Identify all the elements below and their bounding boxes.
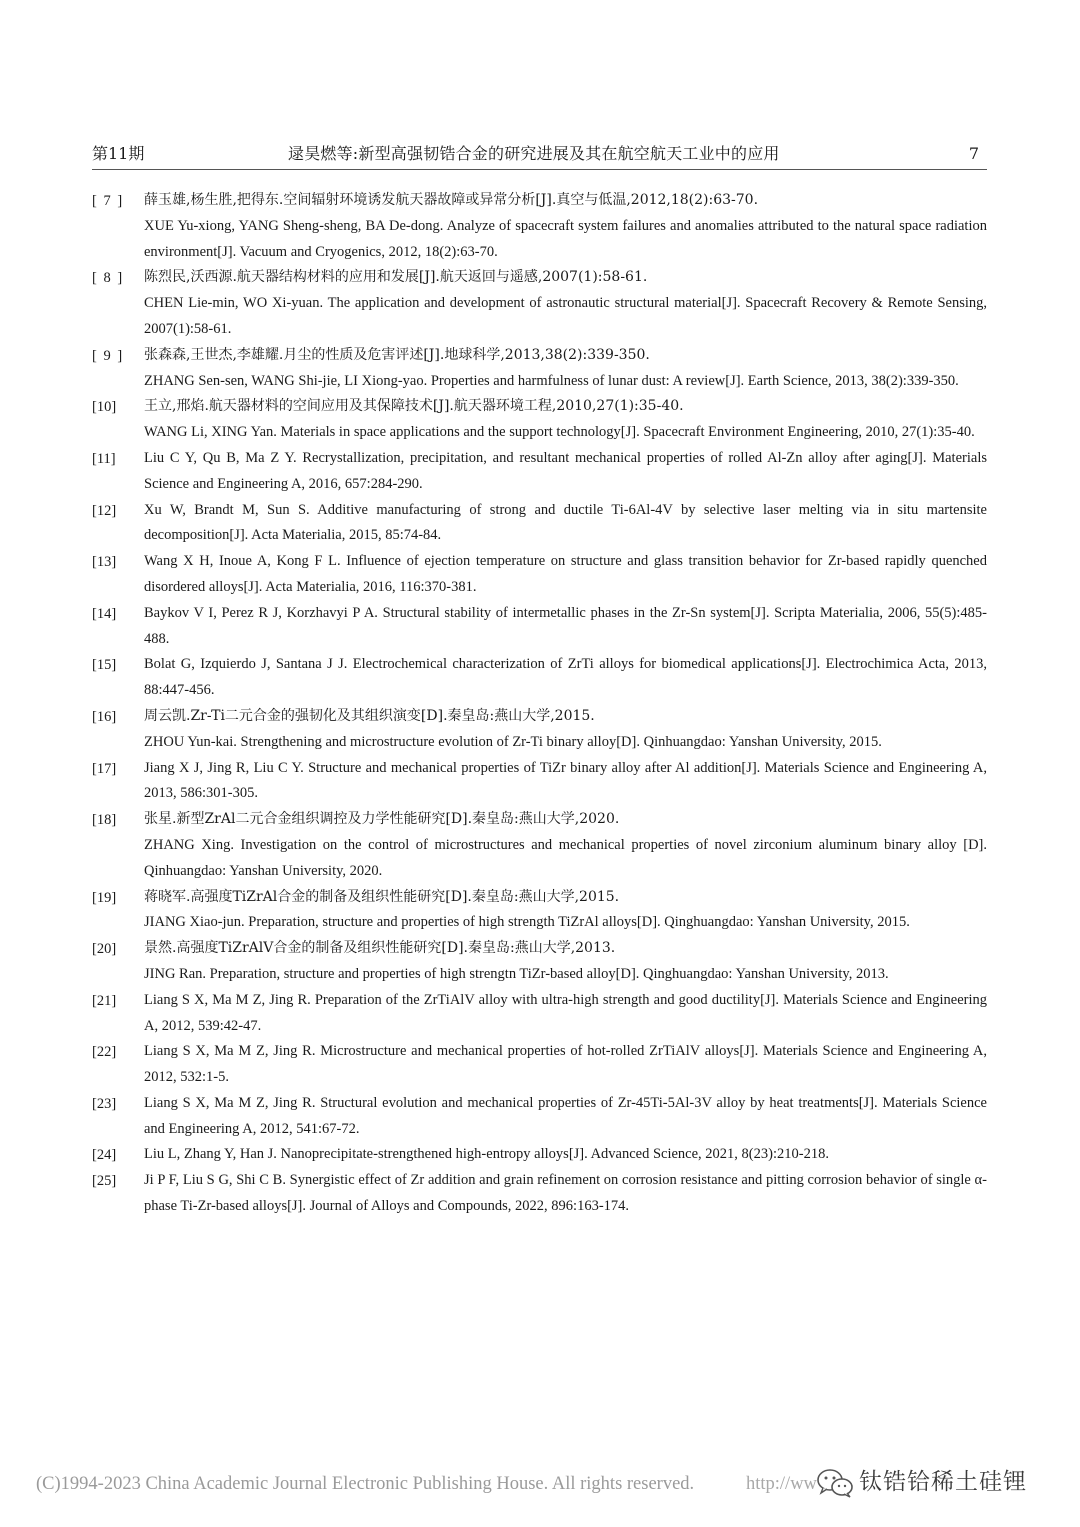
page-header [92, 141, 987, 170]
reference-item [92, 549, 987, 601]
reference-text: CHEN Lie-min, WO Xi-yuan. The application and development of astronautic structural material[J]. Spacecraft Recovery & Remote Sensing, 2007(1):58-61. [144, 295, 987, 337]
reference-number: [10] [92, 399, 117, 416]
reference-number: [16] [92, 708, 117, 725]
reference-item [92, 936, 987, 988]
reference-number: [15] [92, 657, 117, 674]
reference-number: [12] [92, 502, 117, 519]
reference-number: [21] [92, 992, 117, 1009]
watermark [815, 1462, 1047, 1502]
reference-number: [24] [92, 1147, 117, 1164]
reference-text: 王立,邢焰.航天器材料的空间应用及其保障技术[J].航天器环境工程,2010,27(1):35-40. [144, 398, 684, 415]
reference-text: ZHANG Xing. Investigation on the control of microstructures and mechanical properties of novel zirconium aluminum binary alloy [D]. Qinhuangdao: Yanshan University, 2020. [144, 836, 987, 879]
reference-number: [11] [92, 450, 116, 467]
reference-text: WANG Li, XING Yan. Materials in space applications and the support technology[J]. Spacecraft Environment Engineering, 2010, 27(1):35-40. [144, 424, 975, 441]
reference-number: [13] [92, 554, 117, 571]
reference-text: Liang S X, Ma M Z, Jing R. Preparation of the ZrTiAlV alloy with ultra-high strength and good ductility[J]. Materials Science and Engineering A, 2012, 539:42-47. [144, 991, 987, 1034]
reference-item [92, 885, 987, 937]
reference-text: 景然.高强度TiZrAlV合金的制备及组织性能研究[D].秦皇岛:燕山大学,2013. [144, 940, 616, 957]
reference-item [92, 188, 987, 265]
reference-item [92, 1039, 987, 1091]
reference-text: Liang S X, Ma M Z, Jing R. Structural evolution and mechanical properties of Zr-45Ti-5Al-3V alloy by heat treatments[J]. Materials Science and Engineering A, 2012, 541:67-72. [144, 1094, 987, 1137]
reference-item [92, 756, 987, 808]
reference-number: [14] [92, 605, 117, 622]
reference-number: [20] [92, 941, 117, 958]
reference-text: 张星.新型ZrAl二元合金组织调控及力学性能研究[D].秦皇岛:燕山大学,2020. [144, 811, 620, 828]
reference-item [92, 1142, 987, 1168]
reference-item [92, 704, 987, 756]
reference-text: 张森森,王世杰,李雄耀.月尘的性质及危害评述[J].地球科学,2013,38(2):339-350. [144, 346, 650, 363]
reference-item [92, 652, 987, 704]
copyright-notice: (C)1994-2023 China Academic Journal Electronic Publishing House. All rights reserved. [36, 1474, 695, 1494]
reference-text: 陈烈民,沃西源.航天器结构材料的应用和发展[J].航天返回与遥感,2007(1):58-61. [144, 269, 648, 286]
reference-item [92, 1091, 987, 1143]
reference-number: [ 7 ] [92, 193, 123, 209]
reference-text: Jiang X J, Jing R, Liu C Y. Structure and mechanical properties of TiZr binary alloy after Al addition[J]. Materials Science and Engineering A, 2013, 586:301-305. [144, 759, 987, 802]
reference-text: Liu C Y, Qu B, Ma Z Y. Recrystallization, precipitation, and resultant mechanical properties of rolled Al-Zn alloy after aging[J]. Materials Science and Engineering A, 2016, 657:284-290. [144, 449, 987, 492]
reference-item [92, 498, 987, 550]
reference-text: XUE Yu-xiong, YANG Sheng-sheng, BA De-dong. Analyze of spacecraft system failures and anomalies attributed to the natural space radiation environment[J]. Vacuum and Cryogenics, 2012, 18(2):63-70. [144, 217, 987, 260]
reference-text: 蒋晓军.高强度TiZrAl合金的制备及组织性能研究[D].秦皇岛:燕山大学,2015. [144, 888, 620, 905]
reference-text: Bolat G, Izquierdo J, Santana J J. Electrochemical characterization of ZrTi alloys for biomedical applications[J]. Electrochimica Acta, 2013, 88:447-456. [144, 656, 987, 699]
reference-text: JING Ran. Preparation, structure and properties of high strengtn TiZr-based alloy[D]. Qinghuangdao: Yanshan University, 2013. [144, 965, 889, 982]
reference-item [92, 988, 987, 1040]
reference-text: Baykov V I, Perez R J, Korzhavyi P A. Structural stability of intermetallic phases in the Zr-Sn system[J]. Scripta Materialia, 2006, 55(5):485-488. [144, 604, 987, 647]
issue-number: 第11期 [92, 144, 145, 163]
wechat-logo-icon [815, 1468, 855, 1498]
reference-text: 周云凯.Zr-Ti二元合金的强韧化及其组织演变[D].秦皇岛:燕山大学,2015. [144, 707, 595, 724]
footer-url: http://ww [746, 1474, 817, 1494]
reference-text: Ji P F, Liu S G, Shi C B. Synergistic effect of Zr addition and grain refinement on corrosion resistance and pitting corrosion behavior of single α-phase Ti-Zr-based alloys[J]. Journal of Alloys and Compounds, 2022, 896:163-174. [144, 1172, 987, 1215]
reference-item [92, 265, 987, 342]
reference-number: [19] [92, 889, 117, 906]
page-number: 7 [968, 144, 979, 163]
reference-item [92, 394, 987, 446]
reference-text: Wang X H, Inoue A, Kong F L. Influence of ejection temperature on structure and glass transition behavior for Zr-based rapidly quenched disordered alloys[J]. Acta Materialia, 2016, 116:370-381. [144, 553, 987, 595]
reference-item [92, 446, 987, 498]
reference-number: [25] [92, 1173, 117, 1190]
reference-item [92, 601, 987, 653]
reference-item [92, 343, 987, 395]
reference-text: Liu L, Zhang Y, Han J. Nanoprecipitate-strengthened high-entropy alloys[J]. Advanced Science, 2021, 8(23):210-218. [144, 1146, 829, 1163]
reference-text: ZHOU Yun-kai. Strengthening and microstructure evolution of Zr-Ti binary alloy[D]. Qinhuangdao: Yanshan University, 2015. [144, 733, 882, 750]
reference-text: Xu W, Brandt M, Sun S. Additive manufacturing of strong and ductile Ti-6Al-4V by selective laser melting via in situ martensite decomposition[J]. Acta Materialia, 2015, 85:74-84. [144, 501, 987, 544]
reference-number: [ 8 ] [92, 270, 123, 287]
running-title: 逯昊燃等:新型高强韧锆合金的研究进展及其在航空航天工业中的应用 [288, 144, 780, 163]
reference-number: [23] [92, 1095, 117, 1112]
reference-text: ZHANG Sen-sen, WANG Shi-jie, LI Xiong-yao. Properties and harmfulness of lunar dust: A review[J]. Earth Science, 2013, 38(2):339-350. [144, 372, 959, 389]
reference-number: [ 9 ] [92, 347, 123, 364]
reference-number: [17] [92, 760, 117, 777]
reference-text: JIANG Xiao-jun. Preparation, structure and properties of high strength TiZrAl alloys[D]. Qinghuangdao: Yanshan University, 2015. [144, 914, 910, 931]
reference-text: Liang S X, Ma M Z, Jing R. Microstructure and mechanical properties of hot-rolled ZrTiAlV alloys[J]. Materials Science and Engineering A, 2012, 532:1-5. [144, 1043, 987, 1086]
reference-number: [18] [92, 812, 117, 829]
reference-item [92, 1168, 987, 1220]
reference-text: 薛玉雄,杨生胜,把得东.空间辐射环境诱发航天器故障或异常分析[J].真空与低温,2012,18(2):63-70. [144, 192, 759, 208]
reference-list [92, 188, 987, 1220]
watermark-text: 钛锆铪稀土硅锂 [859, 1469, 1027, 1495]
reference-number: [22] [92, 1044, 117, 1061]
reference-item [92, 807, 987, 884]
